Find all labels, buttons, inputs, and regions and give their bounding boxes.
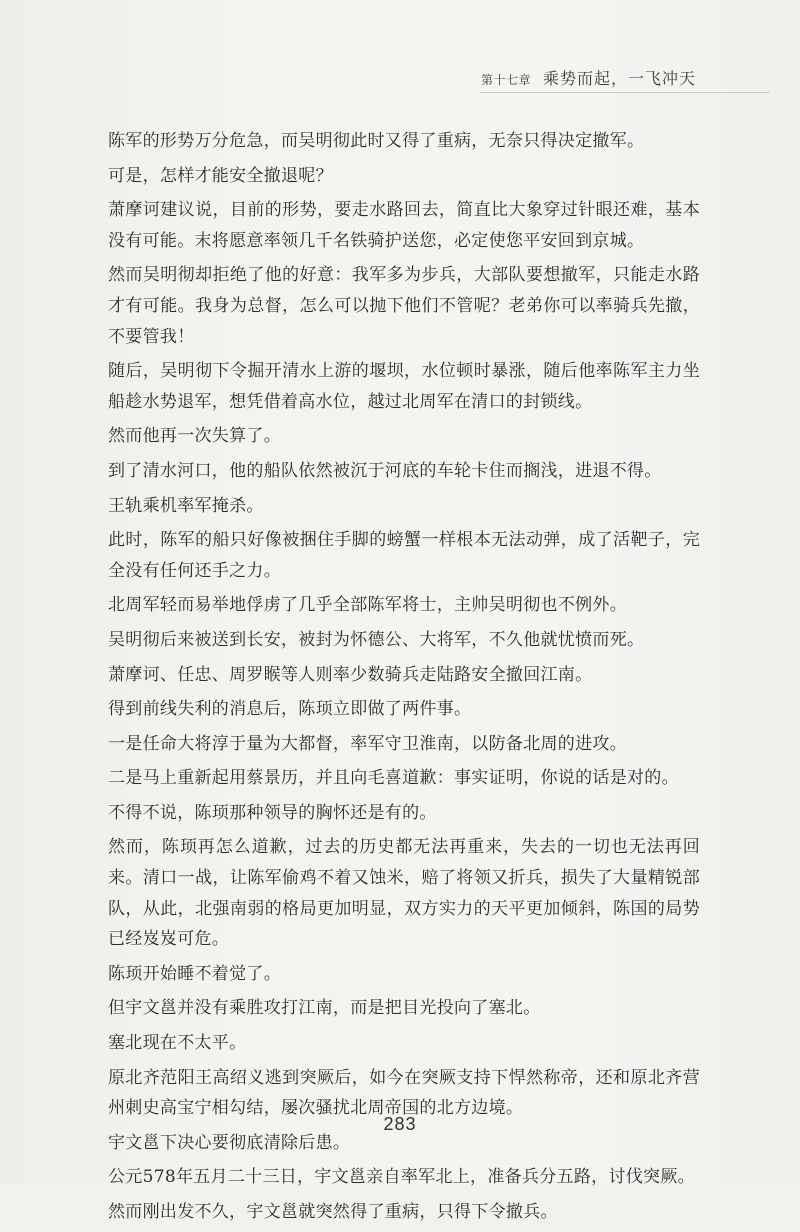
paragraph: 然而他再一次失算了。 [108, 426, 281, 447]
paragraph: 原北齐范阳王高绍义逃到突厥后，如今在突厥支持下悍然称帝，还和原北齐营州刺史高宝宁相勾结，屡次骚扰北周帝国的北方边境。 [108, 1067, 700, 1119]
chapter-title: 乘势而起，一飞冲天 [542, 69, 696, 88]
page-number: 283 [383, 1114, 417, 1134]
paragraph: 公元578年五月二十三日，宇文邕亲自率军北上，准备兵分五路，讨伐突厥。 [108, 1167, 695, 1188]
paragraph: 不得不说，陈顼那种领导的胸怀还是有的。 [108, 802, 437, 823]
paragraph: 萧摩诃、任忠、周罗睺等人则率少数骑兵走陆路安全撤回江南。 [108, 664, 593, 685]
paragraph: 此时，陈军的船只好像被捆住手脚的螃蟹一样根本无法动弹，成了活靶子，完全没有任何还手之力。 [108, 530, 700, 581]
body-text [108, 126, 700, 1232]
paragraph: 陈顼开始睡不着觉了。 [108, 963, 281, 984]
paragraph: 然而吴明彻却拒绝了他的好意：我军多为步兵，大部队要想撤军，只能走水路才有可能。我身为总督，怎么可以抛下他们不管呢？老弟你可以率骑兵先撤，不要管我！ [108, 265, 700, 347]
paragraph: 得到前线失利的消息后，陈顼立即做了两件事。 [108, 699, 472, 720]
paragraph: 但宇文邕并没有乘胜攻打江南，而是把目光投向了塞北。 [108, 998, 541, 1019]
paragraph: 然而，陈顼再怎么道歉，过去的历史都无法再重来，失去的一切也无法再回来。清口一战，让陈军偷鸡不着又蚀米，赔了将领又折兵，损失了大量精锐部队，从此，北强南弱的格局更加明显，双方实力的天平更加倾斜，陈国的局势已经岌岌可危。 [108, 837, 700, 950]
paragraph: 到了清水河口，他的船队依然被沉于河底的车轮卡住而搁浅，进退不得。 [108, 460, 662, 481]
header-rule [480, 92, 770, 93]
paragraph: 一是任命大将淳于量为大都督，率军守卫淮南，以防备北周的进攻。 [108, 733, 627, 754]
paragraph: 二是马上重新起用蔡景历，并且向毛喜道歉：事实证明，你说的话是对的。 [108, 768, 679, 789]
paragraph: 随后，吴明彻下令掘开清水上游的堰坝，水位顿时暴涨，随后他率陈军主力坐船趁水势退军，想凭借着高水位，越过北周军在清口的封锁线。 [108, 361, 700, 412]
chapter-number: 第十七章 [480, 73, 531, 87]
paragraph: 北周军轻而易举地俘虏了几乎全部陈军将士，主帅吴明彻也不例外。 [108, 595, 627, 616]
paragraph: 然而刚出发不久，宇文邕就突然得了重病，只得下令撤兵。 [108, 1202, 558, 1222]
running-head [481, 66, 696, 89]
paragraph: 萧摩诃建议说，目前的形势，要走水路回去，简直比大象穿过针眼还难，基本没有可能。末将愿意率领几千名铁骑护送您，必定使您平安回到京城。 [108, 200, 700, 251]
paragraph: 王轨乘机率军掩杀。 [108, 495, 264, 516]
paragraph: 塞北现在不太平。 [108, 1033, 247, 1054]
paragraph: 陈军的形势万分危急，而吴明彻此时又得了重病，无奈只得决定撤军。 [108, 131, 645, 151]
paragraph: 吴明彻后来被送到长安，被封为怀德公、大将军，不久他就忧愤而死。 [108, 629, 645, 650]
paragraph: 可是，怎样才能安全撤退呢？ [108, 165, 333, 186]
paragraph: 宇文邕下决心要彻底清除后患。 [108, 1132, 351, 1153]
